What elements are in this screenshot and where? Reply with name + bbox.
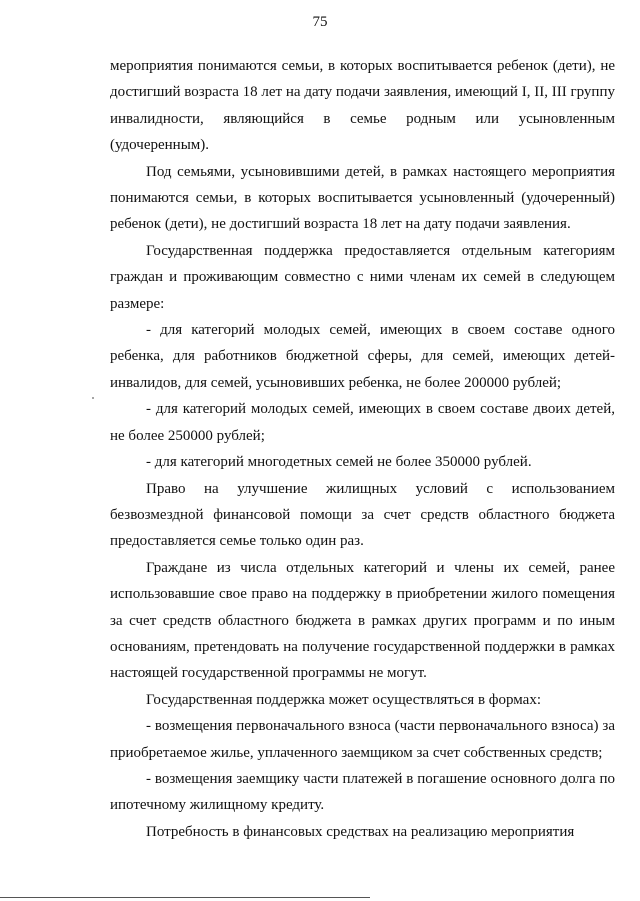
paragraph-continuation: мероприятия понимаются семьи, в которых воспитывается ребенок (дети), не достигший возраста 18 лет на дату подачи заявления, имеющий I, II, III группу инвалидности, являющийся в семье родным или усыновленным (удочеренным). bbox=[110, 58, 615, 154]
list-item-one-child: - для категорий молодых семей, имеющих в своем составе одного ребенка, для работников бюджетной сферы, для семей, имеющих детей-инвалидов, для семей, усыновивших ребенка, не более 200000 рублей; bbox=[110, 322, 615, 391]
page-number: 75 bbox=[312, 14, 328, 30]
bottom-rule-line bbox=[0, 897, 370, 898]
paragraph-support-categories: Государственная поддержка предоставляется отдельным категориям граждан и проживающим совместно с ними членам их семей в следующем размере: bbox=[110, 242, 615, 312]
paragraph-previous-users: Граждане из числа отдельных категорий и члены их семей, ранее использовавшие свое право на поддержку в приобретении жилого помещения за счет средств областного бюджета в рамках других программ и по иным основаниям, претендовать на получение государственной поддержки в рамках настоящей государственной программы не могут. bbox=[110, 559, 615, 682]
paragraph-right-once: Право на улучшение жилищных условий с использованием безвозмездной финансовой помощи за счет средств областного бюджета предоставляется семье только один раз. bbox=[110, 480, 615, 550]
list-item-large-families: - для категорий многодетных семей не более 350000 рублей. bbox=[146, 454, 532, 471]
list-item-two-children: - для категорий молодых семей, имеющих в своем составе двоих детей, не более 250000 рублей; bbox=[110, 401, 615, 444]
list-item-loan-repayment: - возмещения заемщику части платежей в погашение основного долга по ипотечному жилищному кредиту. bbox=[110, 770, 615, 814]
paragraph-adoptive-families: Под семьями, усыновившими детей, в рамках настоящего мероприятия понимаются семьи, в которых воспитывается усыновленный (удочеренный) ребенок (дети), не достигший возраста 18 лет на дату подачи заявления. bbox=[110, 163, 615, 233]
list-item-initial-payment: - возмещения первоначального взноса (части первоначального взноса) за приобретаемое жилье, уплаченного заемщиком за счет собственных средств; bbox=[110, 718, 615, 761]
paragraph-financial-need: Потребность в финансовых средствах на реализацию мероприятия bbox=[146, 823, 575, 840]
paragraph-support-forms: Государственная поддержка может осуществляться в формах: bbox=[146, 691, 541, 708]
body-text bbox=[110, 53, 615, 845]
margin-speck bbox=[92, 397, 94, 399]
